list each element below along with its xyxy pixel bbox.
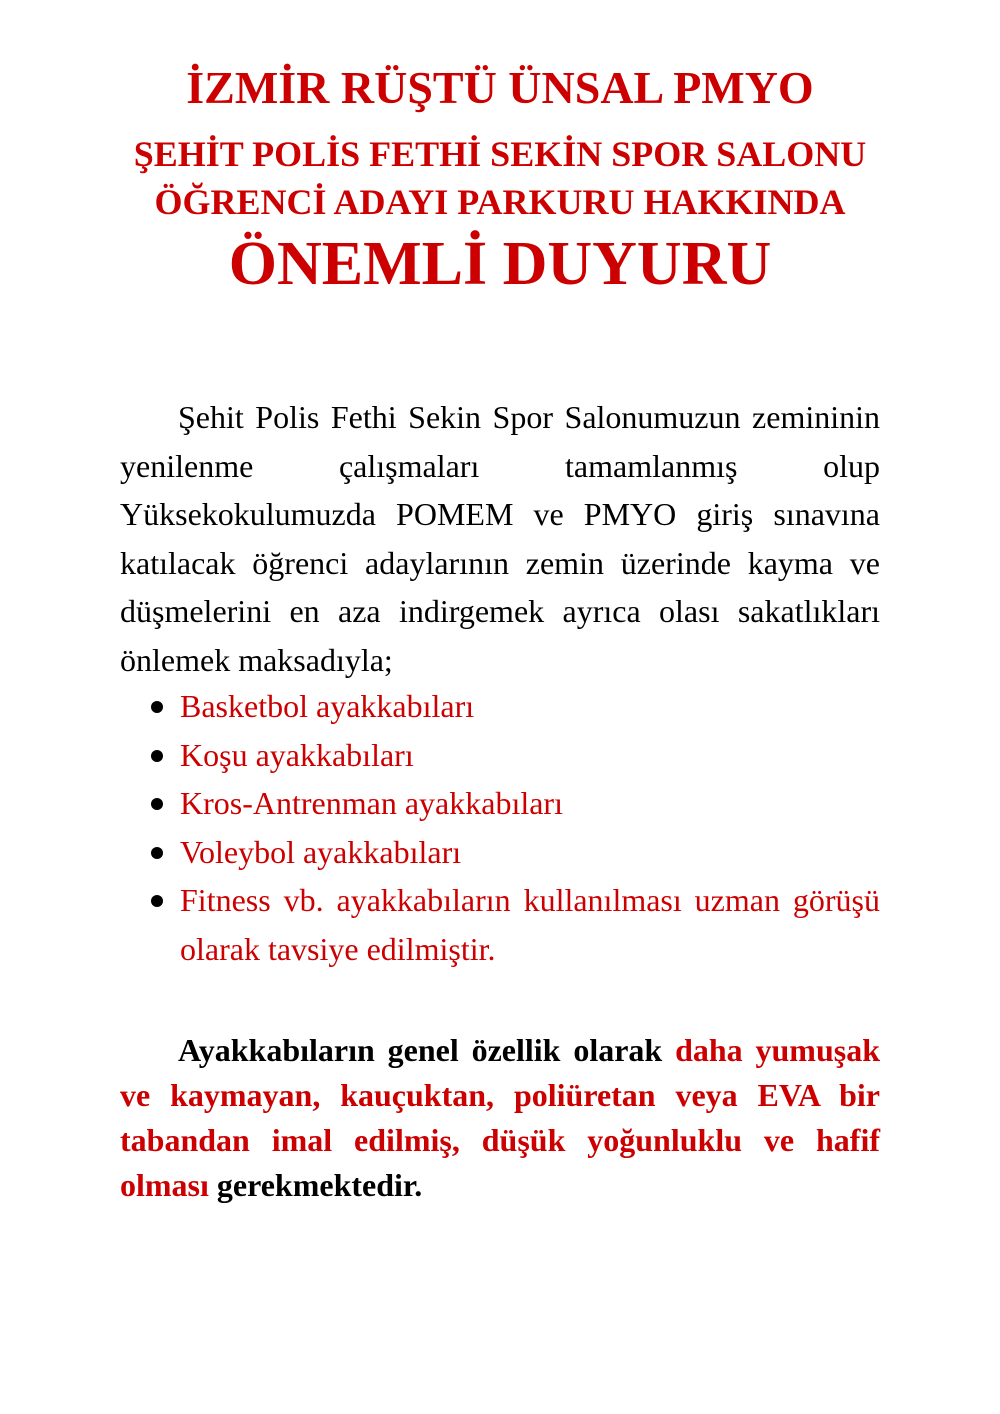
subject-line-2: ÖĞRENCİ ADAYI PARKURU HAKKINDA: [154, 182, 846, 222]
closing-end: gerekmektedir.: [208, 1167, 423, 1203]
bullet-icon: [151, 701, 163, 713]
list-item: [120, 828, 880, 877]
list-item: [120, 779, 880, 828]
closing-paragraph: [120, 1028, 880, 1208]
bullet-icon: [151, 847, 163, 859]
closing-requirements: daha yumuşak ve kaymayan, kauçuktan, poliüretan veya EVA bir tabandan imal edilmiş, düşük yoğunluklu ve hafif olması: [120, 1032, 881, 1203]
list-item: [120, 876, 880, 973]
shoe-list: [120, 682, 880, 973]
list-item-text: Kros-Antrenman ayakkabıları: [180, 785, 563, 821]
bullet-icon: [151, 895, 163, 907]
institution-title: İZMİR RÜŞTÜ ÜNSAL PMYO: [186, 62, 814, 113]
announcement-header: [0, 58, 1000, 300]
intro-paragraph: Şehit Polis Fethi Sekin Spor Salonumuzun zemininin yenilenme çalışmaları tamamlanmış olup Yüksekokulumuzda POMEM ve PMYO giriş sınavına katılacak öğrenci adaylarının zemin üzerinde kayma ve düşmelerini en aza indirgemek ayrıca olası sakatlıkları önlemek maksadıyla;: [120, 399, 880, 678]
list-item-text: Basketbol ayakkabıları: [180, 688, 475, 724]
subject-line-1: ŞEHİT POLİS FETHİ SEKİN SPOR SALONU: [133, 134, 867, 174]
list-item: [120, 682, 880, 731]
bullet-icon: [151, 750, 163, 762]
closing-intro: Ayakkabıların genel özellik olarak: [178, 1032, 676, 1068]
list-item-text: Fitness vb. ayakkabıların kullanılması uzman görüşü olarak tavsiye edilmiştir.: [180, 882, 880, 967]
bullet-icon: [151, 798, 163, 810]
list-item-text: Voleybol ayakkabıları: [180, 833, 462, 870]
list-item: [120, 731, 880, 780]
list-item-text: Koşu ayakkabıları: [180, 736, 414, 773]
announcement-heading: ÖNEMLİ DUYURU: [228, 230, 772, 298]
